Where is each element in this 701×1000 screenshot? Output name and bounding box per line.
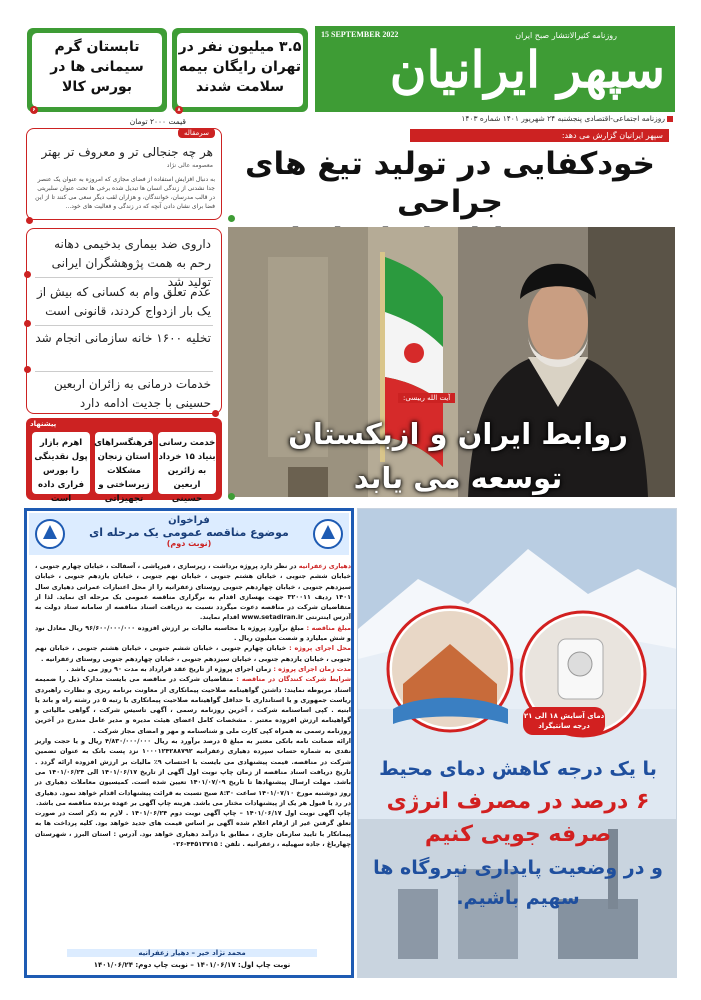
- editorial-label: سرمقاله: [178, 128, 215, 138]
- tender-highlight: دهیاری زعفرانیه: [298, 562, 351, 570]
- divider: [35, 325, 213, 326]
- divider: [35, 371, 213, 372]
- tender-paragraph: [35, 674, 351, 736]
- tender-paragraph: [35, 808, 351, 849]
- photo-caption-tag: آیت الله رییسی:: [398, 393, 455, 403]
- tender-text: زمان اجرای پروژه از تاریخ عقد قرارداد به مدت ۹۰ روز می باشد .: [66, 664, 274, 673]
- green-dot-icon: [228, 215, 235, 222]
- tender-notice[interactable]: [24, 508, 354, 978]
- editorial-title: هر چه جنجالی تر و معروف تر بهتر: [41, 145, 213, 159]
- tender-text: در نظر دارد پروژه برداشت ، زیرسازی ، قیرپاشی ، آسفالت ، خیابان چهارم جنوبی ، خیابان ششم جنوبی ، خیابان هشتم جنوبی ، خیابان نهم جنوبی ، خیابان یازدهم جنوبی ، خیابان سیزدهم جنوبی ، خیابان چهاردهم جنوبی روستای زعفرانیه را از محل اعتبارات عمرانی دهیاری سال ۱۴۰۱ ردیف ۳۲۰۰۱۱ جهت بهسازی اقدام به برگزاری مناقصه عمومی یک مرحله ای نماید. لذا از متقاضیان شرکت در مناقصه دعوت میگردد نسبت به دریافت اسناد مناقصه از سامانه ستاد دولت به آدرس اینترنتی www.setadiran.ir اقدام نمایند.: [35, 562, 352, 622]
- photo-headline: [258, 412, 658, 497]
- teaser-box[interactable]: [172, 28, 308, 112]
- news-item[interactable]: خدمات درمانی به زائران اربعین حسینی با جدیت ادامه دارد: [54, 377, 211, 410]
- photo-headline-line: روابط ایران و ازبکستان: [288, 417, 628, 451]
- ad-line: ۶ درصد در مصرف انرژی: [386, 789, 650, 814]
- tender-title: موضوع مناقصه عمومی یک مرحله ای: [89, 526, 289, 539]
- red-dot-icon: [26, 217, 33, 224]
- tender-signature: محمد نژاد خیر – دهیار زعفرانیه: [67, 949, 317, 957]
- lead-photo[interactable]: [228, 227, 675, 497]
- tender-highlight: شرایط شرکت کنندگان در مناقصه :: [236, 675, 352, 684]
- tender-paragraph: [35, 623, 351, 644]
- newspaper-logo: سپهر ایرانیان: [389, 40, 665, 99]
- masthead-info-text: روزنامه اجتماعی-اقتصادی پنجشنبه ۲۴ شهریور ۱۴۰۱ شماره ۱۴۰۳: [461, 114, 665, 123]
- teaser-text: ۳.۵ میلیون نفر در تهران رایگان بیمه سلامت شدند: [177, 33, 303, 107]
- masthead: [315, 26, 675, 112]
- tender-subtitle: (نوبت دوم): [166, 539, 212, 548]
- tender-header: [29, 513, 349, 555]
- suggested-box: [26, 418, 222, 504]
- news-item[interactable]: عدم تعلق وام به کسانی که بیش از یک بار ازدواج کردند، قانونی است: [37, 285, 211, 318]
- editorial-text: به دنبال افزایش استفاده از فضای مجازی که امروزه به عنوان یک عنصر جدا نشدنی از زندگی انسان ها تبدیل شده برخی ها تحت عنوان سلبریتی در قالب مدرسان، خوانندگان، و هزاران لقب دیگر سعی می کنند تا از این فضا برای نشان دادن آنچه که در زندگی و فعالیت های خود...: [35, 176, 215, 210]
- red-dot-icon: [24, 271, 31, 278]
- tender-dates: نوبت چاپ اول: ۱۴۰۱/۰۶/۱۷ – نوبت چاپ دوم: ۱۴۰۱/۰۶/۲۴: [93, 961, 291, 969]
- red-dot-icon: [24, 366, 31, 373]
- ad-line: و در وضعیت پایداری نیروگاه ها: [373, 857, 663, 879]
- red-square-icon: [667, 116, 673, 122]
- tender-paragraph: [35, 561, 351, 623]
- masthead-tagline: روزنامه کثیرالانتشار صبح ایران: [515, 31, 617, 40]
- teaser-text: تابستان گرم سیمانی ها در بورس کالا: [32, 33, 162, 107]
- tender-text: متقاضیان شرکت در مناقصه می بایست مدارک ذیل را ضمیمه اسناد مربوطه نمایند: داشتن گواهینامه صلاحیت پیمانکاری از معاونت برنامه ریزی و نظارت راهبردی ریاست جمهوری و یا استانداری با حداقل گواهینامه صلاحیت پیمانکاری با رتبه ۵ در رشته راه و باند یا ابنیه . کپی اساسنامه شرکت ، آخرین روزنامه رسمی ، آگهی تاسیس شرکت ، گواهی مالیاتی و گواهینامه ارزش افزوده معتبر . مشخصات کامل اعضای هیئت مدیره و مدیر عامل مندرج در آخرین روزنامه رسمی به همراه کپی کارت ملی و شناسنامه و مهر و امضای مجاز شرکت .: [35, 675, 351, 735]
- organization-emblem-icon: [313, 517, 343, 551]
- editorial-box[interactable]: [26, 128, 222, 220]
- tender-paragraph: [35, 664, 351, 674]
- ad-line: سهیم باشیم.: [456, 887, 580, 909]
- tender-paragraph: [35, 736, 351, 808]
- news-item[interactable]: داروی ضد بیماری بدخیمی دهانه رحم به همت پژوهشگران ایرانی تولید شد: [51, 237, 211, 289]
- teaser-box[interactable]: [27, 28, 167, 112]
- editorial-author: معصومه عالی نژاد: [166, 162, 213, 169]
- tender-highlight: مبلغ مناقصه :: [306, 623, 352, 632]
- price-label: قیمت ۲۰۰۰ تومان: [129, 117, 186, 126]
- tender-text: ارائه ضمانت نامه بانکی معتبر به مبلغ ۵ درصد برآورد به ریال ۴/۸۳۰/۰۰۰/۰۰۰ ریال و یا حجت واریز نقدی به شماره حساب سپرده دهیاری زعفرانیه ۱۰۰۰۱۲۴۲۸۸۷۹۲ نزد پست بانک به عنوان تضمین شرکت در مناقصه. قیمت پیشنهادی می بایست با احتساب ۹٪ مالیات بر ارزش افزوده ارائه گردد . تاریخ دریافت اسناد مناقصه از زمان چاپ نوبت اول آگهی از تاریخ ۱۴۰۱/۰۶/۱۷ الی ۱۴۰۱/۰۶/۲۴ می باشد. مهلت ارسال پیشنهادها تا تاریخ ۱۴۰۱/۰۷/۰۹ تعیین شده است. کمیسیون معاملات دهیاری در روز دوشنبه مورخ ۱۴۰۱/۰۷/۱۰ ساعت ۸:۳۰ صبح نسبت به قرائت پیشنهادات اقدام خواهد نمود. دهیاری در رد یا قبول هر یک از پیشنهادات مختار می باشد. هزینه چاپ آگهی بر عهده برنده مناقصه می باشد.: [35, 737, 351, 807]
- red-dot-icon: [24, 320, 31, 327]
- organization-emblem-icon: [35, 517, 65, 551]
- suggested-label: پیشنهاد: [30, 420, 57, 428]
- tender-highlight: مدت زمان اجرای پروژه :: [273, 664, 351, 673]
- tender-body: [35, 561, 351, 849]
- ad-line: صرفه جویی کنیم: [424, 822, 612, 847]
- tender-paragraph: [35, 643, 351, 664]
- divider: [35, 277, 213, 278]
- news-list-box: [26, 228, 222, 414]
- page-number-badge: ۶: [30, 106, 38, 114]
- tender-highlight: محل اجرای پروژه :: [289, 644, 351, 653]
- suggested-card[interactable]: فرهنگسراهای استان زنجان مشکلات زیرساختی و تجهیزاتی: [95, 432, 153, 494]
- photo-headline-line: توسعه می یابد: [353, 461, 563, 495]
- ad-line: با یک درجه کاهش دمای محیط: [379, 758, 657, 780]
- main-headline-line: خودکفایی در تولید تیغ های جراحی: [245, 146, 655, 220]
- news-item[interactable]: تخلیه ۱۶۰۰ خانه سازمانی انجام شد: [35, 331, 211, 345]
- page-number-badge: ۸: [175, 106, 183, 114]
- tender-text: خیابان چهارم جنوبی ، خیابان ششم جنوبی ، خیابان هشتم جنوبی ، خیابان نهم جنوبی ، خیابان یازدهم جنوبی ، خیابان سیزدهم جنوبی ، خیابان چهاردهم جنوبی روستای زعفرانیه .: [35, 644, 351, 663]
- green-dot-icon: [228, 493, 235, 500]
- comfort-temp-badge: دمای آسایش ۱۸ الی ۲۱ درجه سانتیگراد: [523, 707, 605, 735]
- tender-text: چاپ آگهی نوبت اول ۱۴۰۱/۰۶/۱۷ – چاپ آگهی نوبت دوم ۱۴۰۱/۰۶/۲۴ . لازم به ذکر است در صورت تعلق گرفتن غیر از ارقام اعلام شده آگهی بر اساس قیمت های جدید خواهد بود. کلیه پرداخت ها به پیمانکار با تایید سازمان جاری ، مطابق با درآمد دهیاری خواهد بود. آدرس : استان البرز ، شهرستان چهارباغ ، جاده سهیلیه ، زعفرانیه . تلفن : ۴۴۵۱۳۷۱۵-۰۲۶: [35, 809, 351, 849]
- tender-text: مبلغ برآورد پروژه با محاسبه مالیات بر ارزش افزوده ۹۶/۶۰۰/۰۰۰/۰۰۰ ریال معادل نود و شش میلیارد و شصت میلیون ریال .: [35, 623, 351, 643]
- masthead-date: 15 SEPTEMBER 2022: [321, 30, 399, 39]
- red-dot-icon: [212, 410, 219, 417]
- story-kicker: سپهر ایرانیان گزارش می دهد:: [410, 129, 669, 142]
- suggested-card[interactable]: اهرم بازار پول نقدینگی را بورس فراری داده است: [32, 432, 90, 494]
- energy-saving-ad[interactable]: [357, 508, 677, 978]
- tender-heading: فراخوان: [168, 515, 210, 526]
- masthead-info: [315, 114, 675, 126]
- suggested-card[interactable]: خدمت رسانی بنیاد ۱۵ خرداد به زائرین اربعین حسینی: [158, 432, 216, 494]
